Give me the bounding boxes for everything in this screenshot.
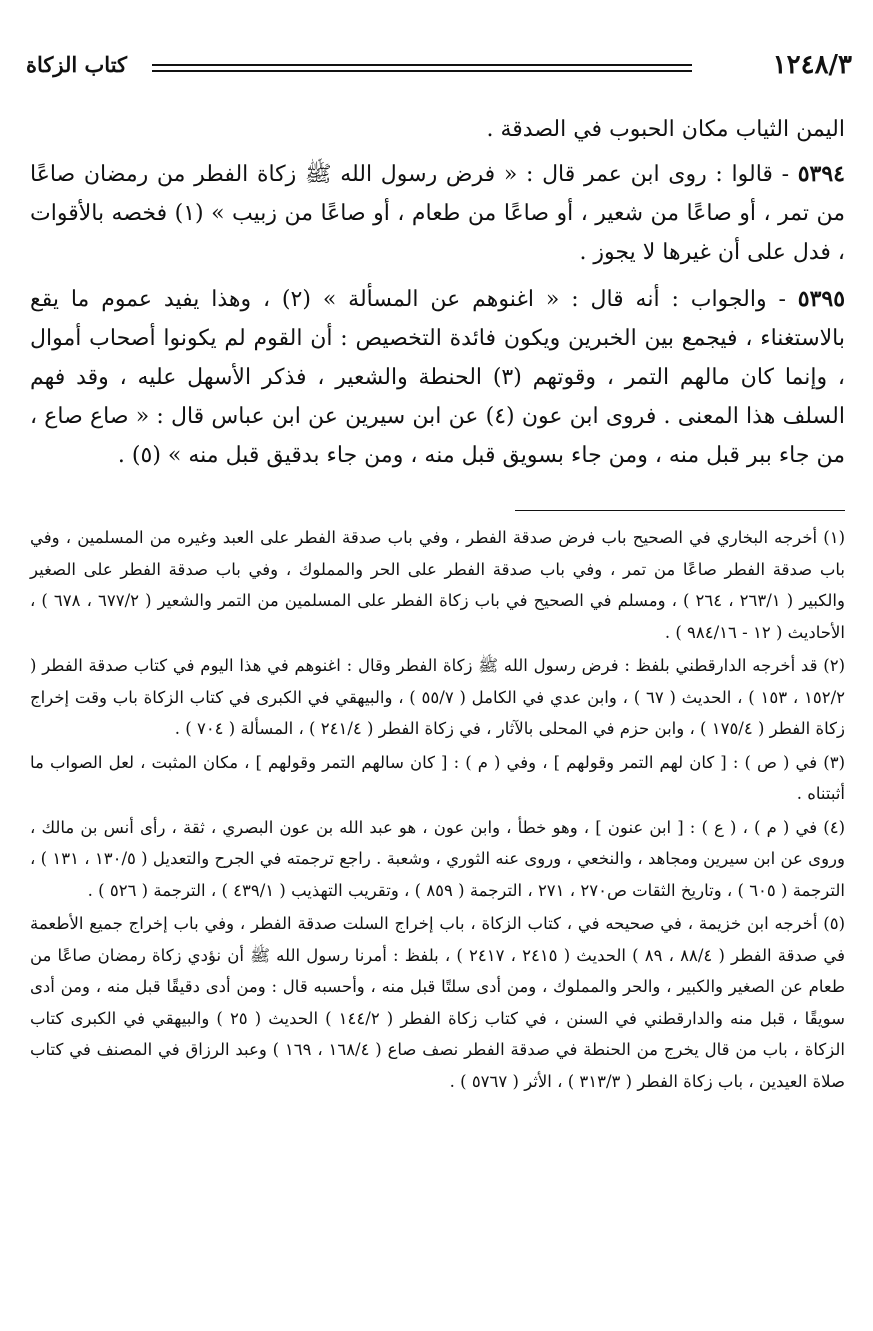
page-number: ١٢٤٨/٣ <box>772 50 852 80</box>
issue-number: ٥٣٩٥ <box>797 286 846 312</box>
footnote-4: (٤) في ( م ) ، ( ع ) : [ ابن عنون ] ، وهو خطأ ، وابن عون ، هو عبد الله بن عون البصري ، ثقة ، رأى أنس بن مالك ، وروى عن ابن سيرين ومجاهد ، والنخعي ، وروى عنه الثوري ، وشعبة . راجع ترجمته في الجرح والتعديل ( ١٣٠/٥ ، ١٣١ ) ، الترجمة ( ٦٠٥ ) ، وتاريخ الثقات ص٢٧٠ ، ٢٧١ ، الترجمة ( ٨٥٩ ) ، وتقريب التهذيب ( ٤٣٩/١ ) ، الترجمة ( ٥٢٦ ) . <box>30 817 845 900</box>
paragraph-5395 <box>30 280 845 475</box>
page-header <box>26 50 852 90</box>
paragraph-continuation: اليمن الثياب مكان الحبوب في الصدقة . <box>486 117 845 142</box>
footnotes <box>30 522 845 1099</box>
footnote-2: (٢) قد أخرجه الدارقطني بلفظ : فرض رسول الله ﷺ زكاة الفطر وقال : اغنوهم في هذا اليوم في كتاب صدقة الفطر ( ١٥٢/٢ ، ١٥٣ ) ، الحديث ( ٦٧ ) ، وابن عدي في الكامل ( ٥٥/٧ ) ، والبيهقي في الكبرى في كتاب الزكاة باب وقت إخراج زكاة الفطر ( ١٧٥/٤ ) ، وابن حزم في المحلى بالآثار ، في زكاة الفطر ( ٢٤١/٤ ) ، المسألة ( ٧٠٤ ) . <box>30 656 845 738</box>
paragraph-5394 <box>30 155 845 272</box>
paragraph-text: - والجواب : أنه قال : « اغنوهم عن المسألة » (٢) ، وهذا يفيد عموم ما يقع بالاستغناء ، فيجمع بين الخبرين ويكون فائدة التخصيص : أن القوم لم يكونوا أصحاب أموال ، وإنما كان مالهم التمر ، وقوتهم (٣) الحنطة والشعير ، فذكر الأسهل عليه ، وقد فهم السلف هذا المعنى . فروى ابن عون (٤) عن ابن سيرين عن ابن عباس قال : « صاع صاع ، من جاء ببر قبل منه ، ومن جاء بسويق قبل منه ، ومن جاء بدقيق قبل منه » (٥) . <box>30 287 846 468</box>
issue-number: ٥٣٩٤ <box>797 161 845 187</box>
footnote-1: (١) أخرجه البخاري في الصحيح باب فرض صدقة الفطر ، وفي باب صدقة الفطر على العبد وغيره من المسلمين ، وفي باب صدقة الفطر صاعًا من تمر ، وفي باب صدقة الفطر على الحر والمملوك ، وفي باب صدقة الفطر على الصغير والكبير ( ٢٦٣/١ ، ٢٦٤ ) ، ومسلم في الصحيح في باب زكاة الفطر على المسلمين من التمر والشعير ( ٦٧٧/٢ ، ٦٧٨ ) ، الأحاديث ( ١٢ - ٩٨٤/١٦ ) . <box>30 528 845 642</box>
main-text <box>30 110 845 483</box>
running-title: كتاب الزكاة <box>26 52 128 77</box>
footnote-3: (٣) في ( ص ) : [ كان لهم التمر وقولهم ] ، وفي ( م ) : [ كان سالهم التمر وقولهم ] ، مكان المثبت ، لعل الصواب ما أثبتناه . <box>30 752 845 803</box>
footnote-separator <box>515 510 845 511</box>
header-rule <box>152 64 692 72</box>
footnote-5: (٥) أخرجه ابن خزيمة ، في صحيحه في ، كتاب الزكاة ، باب إخراج السلت صدقة الفطر ، وفي باب إخراج جميع الأطعمة في صدقة الفطر ( ٨٨/٤ ، ٨٩ ) الحديث ( ٢٤١٥ ، ٢٤١٧ ) ، بلفظ : أمرنا رسول الله ﷺ أن نؤدي زكاة رمضان صاعًا من طعام عن الصغير والكبير ، والحر والمملوك ، ومن أدى سلتًا قبل منه ، وأحسبه قال : ومن أدى دقيقًا قبل منه ، ومن أدى سويقًا ، قبل منه والدارقطني في السنن ، في كتاب زكاة الفطر ( ١٤٤/٢ ) الحديث ( ٢٥ ) والبيهقي في الكبرى كتاب الزكاة ، باب من قال يخرج من الحنطة في صدقة الفطر نصف صاع ( ١٦٨/٤ ، ١٦٩ ) وعبد الرزاق في المصنف في كتاب صلاة العيدين ، باب زكاة الفطر ( ٣١٣/٣ ) ، الأثر ( ٥٧٦٧ ) . <box>30 914 845 1091</box>
paragraph-text: - قالوا : روى ابن عمر قال : « فرض رسول الله ﷺ زكاة الفطر من رمضان صاعًا من تمر ، أو صاعًا من شعير ، أو صاعًا من طعام ، أو صاعًا من زبيب » (١) فخصه بالأقوات ، فدل على أن غيرها لا يجوز . <box>30 162 845 265</box>
